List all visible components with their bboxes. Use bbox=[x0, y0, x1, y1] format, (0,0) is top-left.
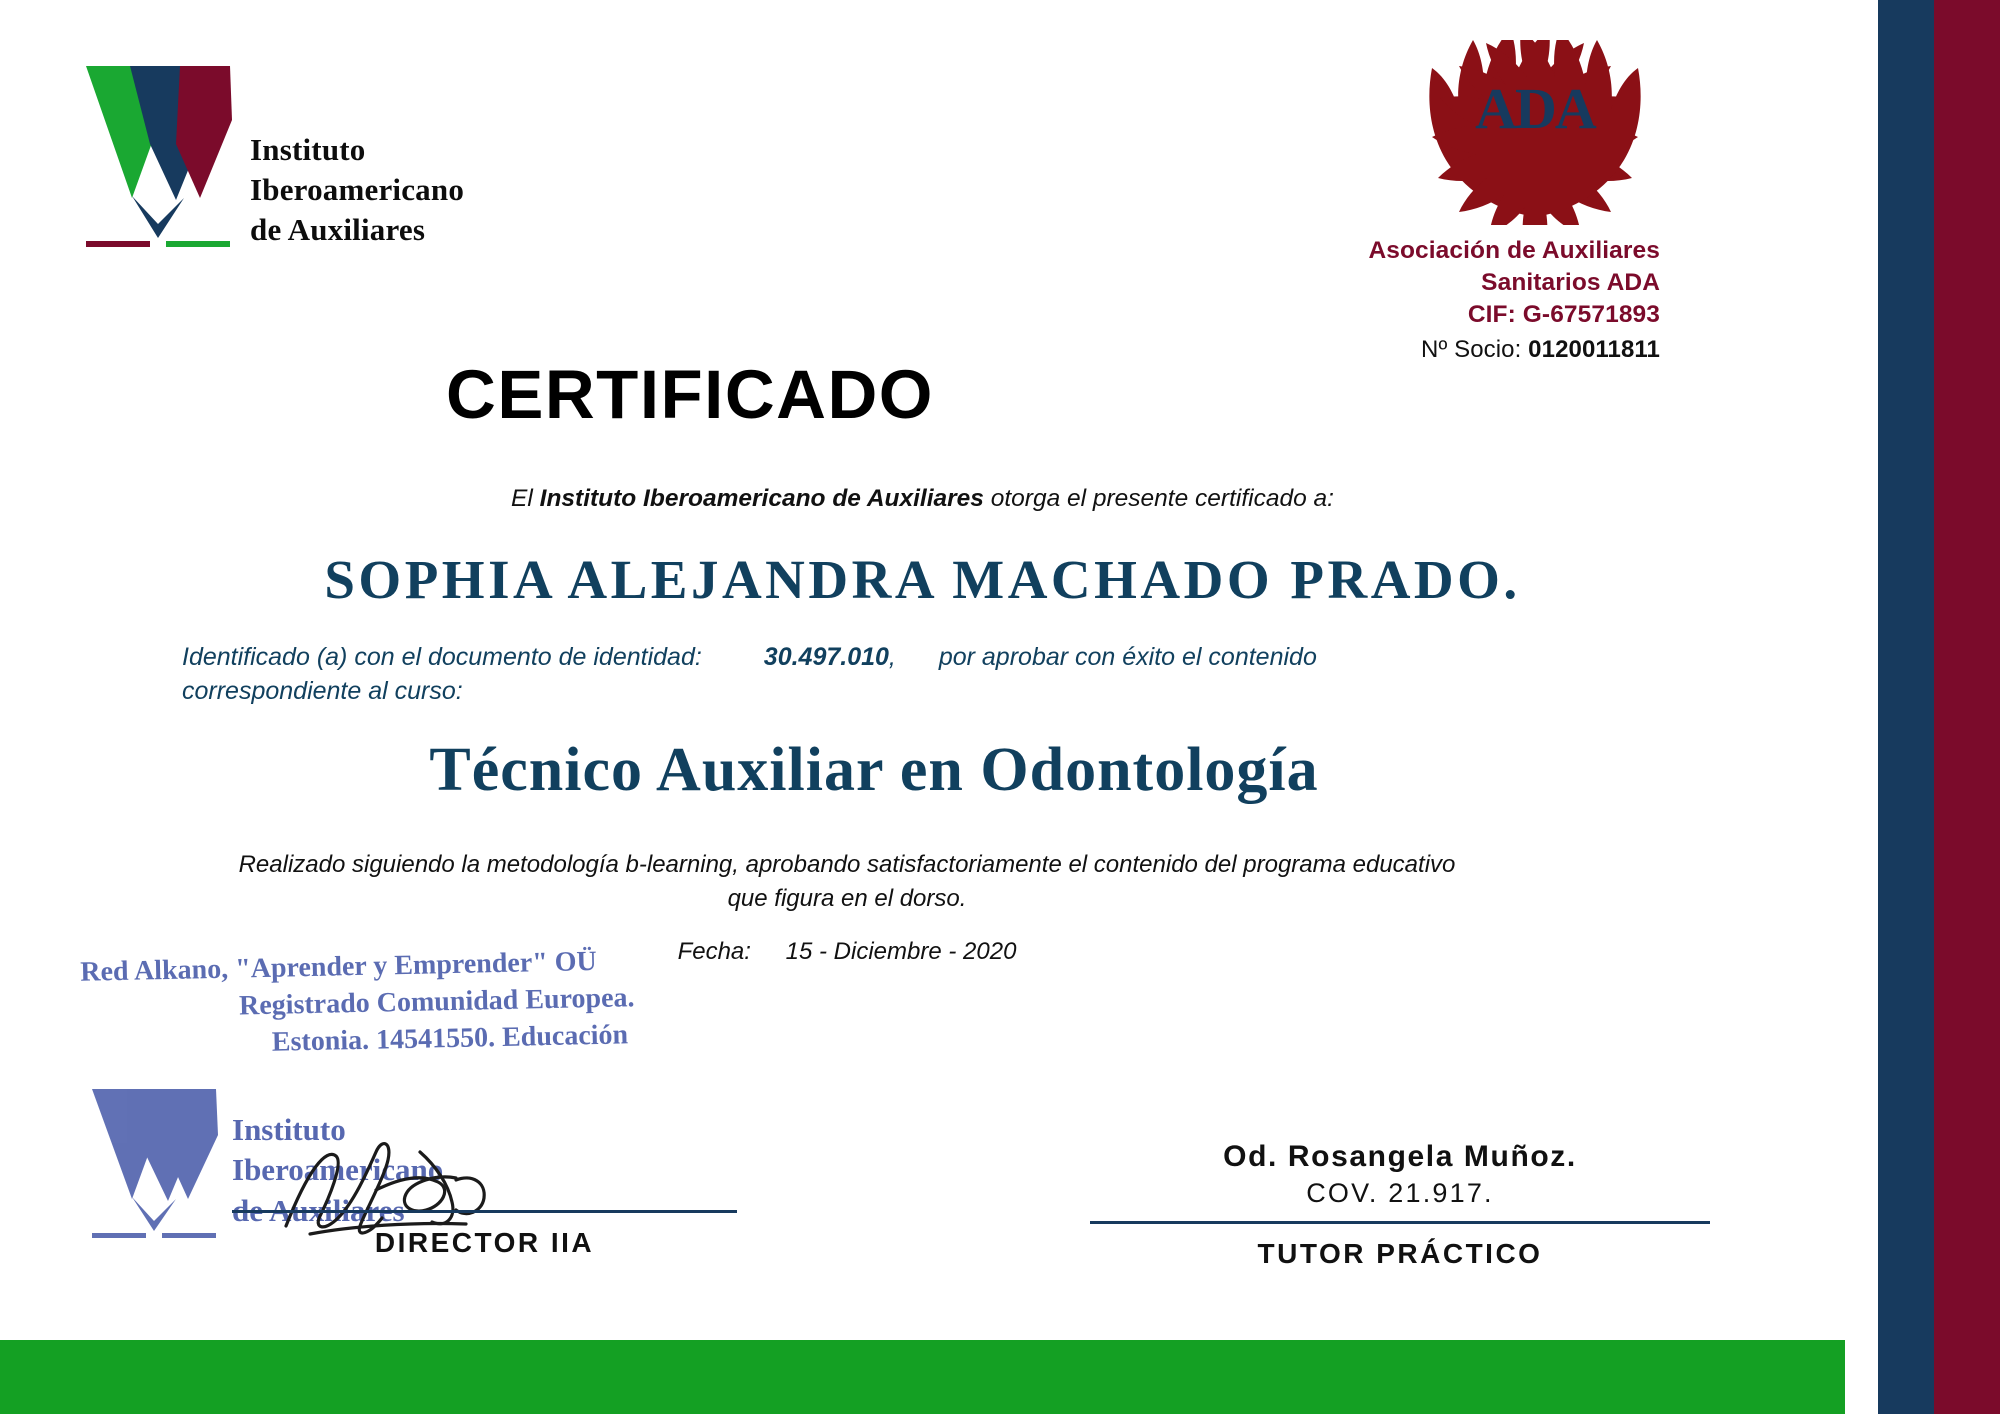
identity-course-text: correspondiente al curso: bbox=[182, 677, 463, 706]
identity-approved-text: por aprobar con éxito el contenido bbox=[938, 643, 1317, 671]
signature-role-tutor: TUTOR PRÁCTICO bbox=[1257, 1238, 1543, 1269]
student-name: SOPHIA ALEJANDRA MACHADO PRADO. bbox=[324, 549, 1521, 610]
grants-suffix: otorga el presente certificado a: bbox=[983, 485, 1334, 512]
stamp-line-1: Red Alkano, "Aprender y Emprender" OÜ bbox=[80, 945, 598, 988]
stamp-text bbox=[70, 940, 772, 1065]
association-name bbox=[1140, 235, 1660, 366]
methodology-line-1: Realizado siguiendo la metodología b-learning, aprobando satisfactoriamente el contenido del programa bbox=[238, 851, 1346, 878]
date-label: Fecha: bbox=[677, 938, 751, 965]
institute-logo-mark-icon bbox=[80, 48, 240, 258]
grants-prefix: El bbox=[511, 485, 540, 512]
grants-issuer: Instituto Iberoamericano de Auxiliares bbox=[539, 485, 984, 512]
ada-laurel-wreath-icon bbox=[1410, 40, 1660, 225]
signature-role-director: DIRECTOR IIA bbox=[374, 1227, 595, 1258]
institute-name-line-1: Instituto bbox=[250, 132, 366, 167]
identity-label: Identificado (a) con el documento de identidad: bbox=[182, 643, 702, 671]
association-cif: CIF: G-67571893 bbox=[1467, 301, 1660, 329]
signature-rule-right bbox=[1090, 1221, 1710, 1224]
signature-name-tutor: Od. Rosangela Muñoz. bbox=[1223, 1140, 1577, 1173]
member-number: 0120011811 bbox=[1528, 336, 1660, 364]
bottom-right-maroon-corner bbox=[1934, 1340, 2000, 1414]
association-line-2: Sanitarios ADA bbox=[1481, 269, 1660, 297]
methodology-paragraph bbox=[232, 848, 1462, 916]
signature-license-tutor: COV. 21.917. bbox=[1306, 1178, 1494, 1208]
signature-block-tutor bbox=[1090, 1140, 1710, 1270]
identity-paragraph bbox=[182, 640, 1662, 709]
stamp-line-2: Registrado Comunidad Europea. bbox=[238, 982, 635, 1022]
course-title: Técnico Auxiliar en Odontología bbox=[429, 736, 1319, 804]
svg-text:ADA: ADA bbox=[1475, 76, 1595, 141]
date-day: 15 bbox=[785, 938, 813, 965]
member-label: Nº Socio: bbox=[1421, 336, 1522, 364]
identity-number: 30.497.010 bbox=[763, 643, 889, 671]
date-separator-2: - bbox=[948, 938, 957, 965]
stamp-inst-line-1: Instituto bbox=[232, 1112, 346, 1147]
date-year: 2020 bbox=[963, 938, 1017, 965]
methodology-line-2: educativo que figura en el dorso. bbox=[727, 851, 1456, 913]
signature-rule-left bbox=[232, 1210, 737, 1213]
grants-line bbox=[0, 485, 1845, 513]
date-month: Diciembre bbox=[833, 938, 942, 965]
stamp-line-3: Estonia. 14541550. Educación bbox=[271, 1019, 629, 1058]
institute-name bbox=[250, 130, 464, 250]
institute-logo bbox=[80, 48, 530, 278]
right-maroon-band bbox=[1934, 0, 2000, 1414]
identity-comma: , bbox=[888, 643, 903, 671]
certificate-title: CERTIFICADO bbox=[446, 356, 934, 433]
institute-name-line-2: Iberoamericano bbox=[250, 171, 465, 207]
right-navy-band bbox=[1878, 0, 1934, 1414]
institute-name-line-3: de Auxiliares bbox=[250, 211, 426, 247]
stamp-inst-line-3: de Auxiliares bbox=[232, 1192, 405, 1228]
association-block bbox=[1140, 40, 1660, 366]
stamp-inst-line-2: Iberoamericano bbox=[232, 1152, 444, 1188]
association-line-1: Asociación de Auxiliares bbox=[1368, 237, 1660, 264]
date-separator-1: - bbox=[818, 938, 827, 965]
stamp-institute-mark-icon bbox=[88, 1077, 223, 1247]
signature-block-director bbox=[232, 1210, 737, 1259]
